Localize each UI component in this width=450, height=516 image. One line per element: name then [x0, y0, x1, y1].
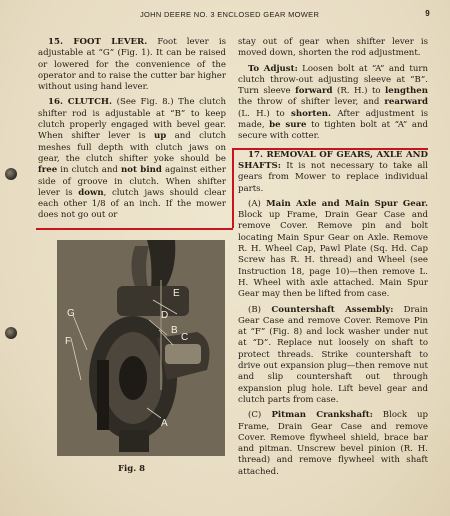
section-17-removal [238, 150, 428, 195]
to-adjust-text: the throw of shifter lever, and [238, 97, 385, 108]
to-adjust-text: to tighten bolt at “A” and secure with cotter. [238, 120, 428, 142]
gear-assembly-illustration [57, 240, 225, 456]
page-number: 9 [425, 9, 430, 18]
to-adjust-text: After adjustment is made, [238, 108, 428, 131]
section-16-text: , clutch jaws should clear each other 1/8 of an inch. If the mower does not go out or [38, 187, 226, 221]
subsection-b-marker: (B) [248, 304, 262, 315]
emphasis-lengthen: lengthen [385, 86, 428, 97]
subsection-c [238, 410, 428, 478]
subsection-b-text: Drain Gear Case and remove Cover. Remove Pin at “F” (Fig. 8) and lock washer under nut at “D”. Replace nut loosely on shaft to protect threads. Strike countershaft to drive out expansion plug—then remove nut and slip countershaft out through expansion plug hole. Lift bevel gear and clutch parts from case. [238, 304, 429, 405]
subsection-c-heading: Pitman Crankshaft: [261, 410, 373, 421]
figure-8-photo [57, 240, 225, 456]
section-15-text: Foot lever is adjustable at “G” (Fig. 1). It can be raised or lowered for the convenience of the operator and to raise the cutter bar higher without using hand lever. [38, 37, 226, 93]
section-17-text: It is not necessary to take all gears from Mower to replace individual parts. [238, 160, 428, 194]
emphasis-forward: forward [295, 86, 333, 97]
to-adjust-text: (L. H.) to [238, 108, 291, 119]
figure-label-b: B [171, 325, 178, 336]
emphasis-shorten: shorten. [291, 108, 332, 119]
figure-label-e: E [173, 288, 180, 299]
subsection-a-text: Block up Frame, Drain Gear Case and remove Cover. Remove pin and bolt locating Main Spur Gear on Axle. Remove R. H. Wheel Cap, Pawl Plate (Sq. Hd. Cap Screw has R. H. thread) and Wheel (see Instruction 18, page 10)—then remove L. H. Wheel with axle attached. Main Spur Gear may then be lifted from case. [238, 210, 428, 300]
page-header [0, 6, 450, 20]
subsection-c-marker: (C) [248, 410, 262, 421]
emphasis-be-sure: be sure [269, 120, 307, 131]
emphasis-rearward: rearward [384, 97, 428, 108]
emphasis-down: down [78, 187, 104, 198]
section-16-text: against either side of groove in clutch. When shifter lever is [38, 165, 226, 198]
subsection-a-heading: Main Axle and Main Spur Gear. [260, 198, 428, 209]
to-adjust-paragraph [238, 64, 428, 143]
section-16-text: (See Fig. 8.) The clutch shifter rod is adjustable at “B” to keep clutch properly engaged with bevel gear. When shifter lever is [38, 97, 226, 142]
binder-hole-bottom [5, 327, 17, 339]
section-16-text: and clutch meshes full depth with clutch jaws on gear, the clutch shifter yoke should be [38, 131, 226, 164]
section-16-continuation: stay out of gear when shifter lever is moved down, shorten the rod adjustment. [238, 37, 428, 59]
subsection-b-heading: Countershaft Assembly: [261, 304, 394, 315]
figure-label-c: C [181, 332, 189, 343]
figure-caption: Fig. 8 [118, 464, 146, 474]
right-column [238, 37, 428, 482]
section-16-clutch [38, 97, 226, 221]
figure-label-g: G [67, 308, 75, 319]
figure-label-a: A [161, 418, 168, 429]
page-title: JOHN DEERE NO. 3 ENCLOSED GEAR MOWER [140, 10, 320, 19]
section-16-text: in clutch and [57, 165, 121, 176]
red-divider-vertical [232, 148, 234, 228]
subsection-a [238, 199, 428, 301]
section-17-heading: 17. REMOVAL OF GEARS, AXLE AND SHAFTS: [238, 149, 428, 171]
to-adjust-text: (R. H.) to [332, 86, 386, 97]
subsection-a-marker: (A) [248, 198, 261, 209]
emphasis-up: up [153, 131, 167, 142]
to-adjust-label: To Adjust: [248, 63, 298, 74]
section-15-heading: 15. FOOT LEVER. [48, 37, 148, 47]
binder-hole-top [5, 168, 17, 180]
left-column [38, 37, 226, 226]
red-divider-bottom [36, 228, 233, 230]
figure-label-f: F [65, 336, 72, 347]
to-adjust-text: Loosen bolt at “A” and turn clutch throw-out adjusting sleeve at “B”. Turn sleeve [238, 63, 428, 97]
emphasis-not-bind: not bind [120, 165, 162, 176]
section-16-heading: 16. CLUTCH. [48, 97, 113, 108]
section-15-foot-lever [38, 37, 226, 93]
subsection-c-text: Block up Frame, Drain Gear Case and remove Cover. Remove flywheel shield, brace bar and pitman. Unscrew bevel pinion (R. H. thread) and remove flywheel with shaft attached. [238, 410, 428, 477]
subsection-b [238, 305, 428, 407]
red-divider-top [232, 148, 428, 150]
emphasis-free: free [38, 165, 58, 176]
figure-label-d: D [161, 310, 169, 321]
